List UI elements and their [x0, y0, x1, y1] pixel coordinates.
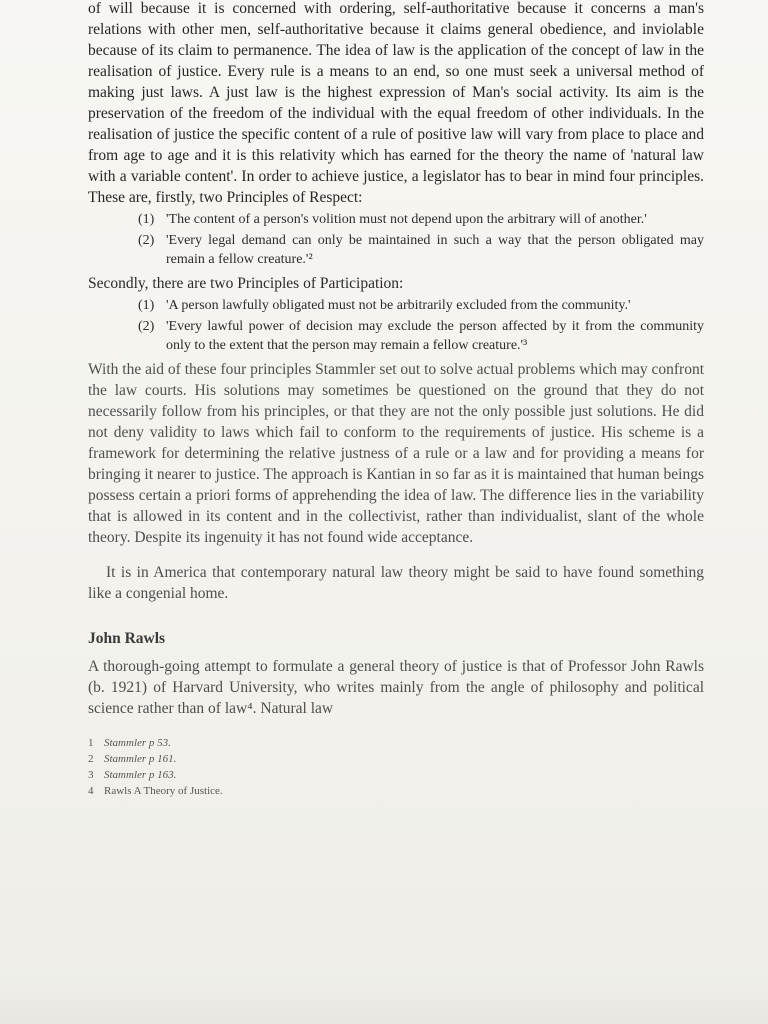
footnote-text: Stammler p 163. — [104, 769, 177, 781]
footnote-number: 1 — [88, 737, 94, 749]
footnote-text: Rawls A Theory of Justice. — [104, 785, 223, 797]
footnote — [88, 783, 704, 799]
participation-intro: Secondly, there are two Principles of Participation: — [88, 275, 404, 292]
paragraph-stammler-evaluation: With the aid of these four principles Stammler set out to solve actual problems which may confront the law courts. His solutions may sometimes be questioned on the ground that they do not necessarily follow from his principles, or that they are not the only possible just solutions. He did not deny validity to laws which fail to conform to the requirements of justice. His scheme is a framework for determining the relative justness of a rule or a law and for providing a means for bringing it nearer to justice. The approach is Kantian in so far as it is maintained that human beings possess certain a priori forms of apprehending the idea of law. The difference lies in the variability that is allowed in its content and in the collectivist, rather than individualist, slant of the whole theory. Despite its ingenuity it has not found wide acceptance. — [88, 361, 704, 546]
footnote — [88, 735, 704, 751]
footnote — [88, 767, 704, 783]
list-item-text: 'Every legal demand can only be maintained in such a way that the person obligated may remain a fellow creature.'² — [166, 233, 704, 267]
list-item-number: (2) — [138, 233, 155, 248]
footnote — [88, 751, 704, 767]
paragraph-rawls-intro: A thorough-going attempt to formulate a general theory of justice is that of Professor John Rawls (b. 1921) of Harvard University, who writes mainly from the angle of philosophy and political science rather than of law⁴. Natural law — [88, 658, 704, 717]
list-item-text: 'A person lawfully obligated must not be arbitrarily excluded from the community.' — [166, 298, 631, 313]
footnote-text: Stammler p 161. — [104, 753, 177, 765]
footnote-number: 4 — [88, 785, 94, 797]
principles-of-participation-list — [88, 296, 704, 355]
list-item — [138, 231, 704, 269]
list-item-number: (2) — [138, 319, 155, 334]
list-item — [138, 317, 704, 355]
footnote-number: 3 — [88, 769, 94, 781]
page-shadow — [0, 984, 768, 1024]
list-item-number: (1) — [138, 298, 155, 313]
list-item-text: 'Every lawful power of decision may exclude the person affected by it from the community only to the extent that the person may remain a fellow creature.'³ — [166, 319, 704, 353]
footnote-text: Stammler p 53. — [104, 737, 171, 749]
section-heading-john-rawls: John Rawls — [88, 630, 166, 647]
paragraph-america: It is in America that contemporary natural law theory might be said to have found something like a congenial home. — [88, 564, 704, 602]
list-item — [138, 210, 704, 229]
paragraph-stammler-theory: of will because it is concerned with ordering, self-authoritative because it concerns a man's relations with other men, self-authoritative because it claims general obedience, and inviolable because of its claim to permanence. The idea of law is the application of the concept of law in the realisation of justice. Every rule is a means to an end, so one must seek a universal method of making just laws. A just law is the highest expression of Man's social activity. Its aim is the preservation of the freedom of the individual with the equal freedom of other individuals. In the realisation of justice the specific content of a rule of positive law will vary from place to place and from age to age and it is this relativity which has earned for the theory the name of 'natural law with a variable content'. In order to achieve justice, a legislator has to bear in mind four principles. These are, firstly, two Principles of Respect: — [88, 0, 704, 206]
page-content — [88, 0, 704, 799]
list-item-text: 'The content of a person's volition must not depend upon the arbitrary will of another.' — [166, 212, 647, 227]
list-item-number: (1) — [138, 212, 155, 227]
footnotes — [88, 735, 704, 799]
principles-of-respect-list — [88, 210, 704, 269]
list-item — [138, 296, 704, 315]
footnote-number: 2 — [88, 753, 94, 765]
